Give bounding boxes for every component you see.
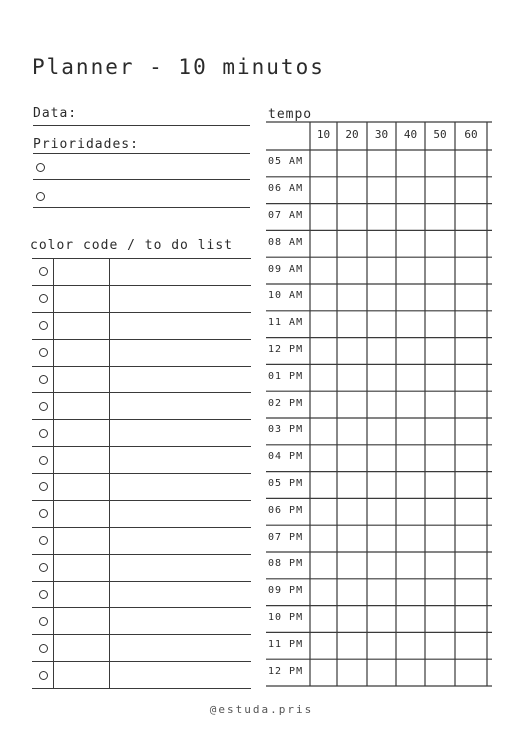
hour-label: 11 AM (268, 317, 304, 329)
minute-column-header: 60 (464, 128, 478, 141)
hour-label: 11 PM (268, 638, 304, 650)
hour-label: 12 PM (268, 344, 304, 355)
page-title: Planner - 10 minutos (32, 55, 325, 79)
hour-label: 02 PM (268, 397, 304, 409)
hour-label: 07 AM (268, 210, 304, 221)
footer-handle: @estuda.pris (209, 703, 314, 716)
tempo-label: tempo (268, 107, 313, 122)
minute-column-header: 40 (403, 128, 418, 141)
minute-column-header: 50 (433, 128, 447, 141)
hour-label: 06 PM (268, 504, 304, 516)
minute-column-header: 20 (345, 128, 359, 141)
hour-label: 05 PM (268, 478, 304, 489)
todo-label: color code / to do list (30, 238, 234, 253)
hour-label: 08 AM (268, 236, 304, 248)
hour-label: 04 PM (268, 451, 304, 463)
hour-label: 10 AM (268, 290, 304, 302)
hour-label: 01 PM (268, 370, 304, 382)
minute-column-header: 10 (316, 128, 331, 141)
hour-label: 09 AM (268, 263, 304, 275)
hour-label: 10 PM (268, 612, 304, 623)
hour-label: 06 AM (268, 183, 304, 195)
hour-label: 03 PM (268, 424, 304, 436)
hour-label: 12 PM (268, 665, 304, 677)
date-label: Data: (33, 106, 78, 121)
priorities-label: Prioridades: (33, 137, 139, 152)
hour-label: 07 PM (268, 531, 304, 543)
hour-label: 08 PM (268, 558, 304, 570)
minute-column-header: 30 (374, 128, 389, 141)
hour-label: 09 PM (268, 585, 304, 597)
hour-label: 05 AM (268, 156, 304, 168)
